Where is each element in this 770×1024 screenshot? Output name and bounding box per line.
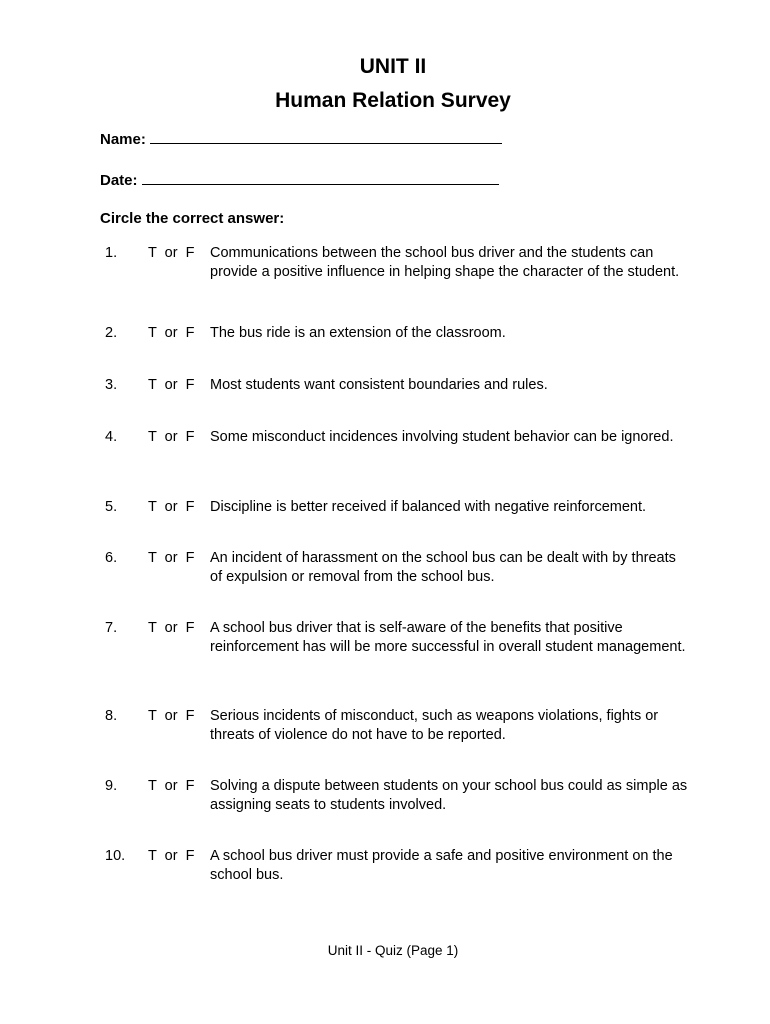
true-false-choice[interactable]: T or F	[148, 848, 195, 864]
question-text: The bus ride is an extension of the classroom.	[210, 325, 506, 341]
date-field[interactable]	[100, 170, 499, 190]
true-false-choice[interactable]: T or F	[148, 245, 195, 261]
true-false-choice[interactable]: T or F	[148, 499, 195, 515]
true-false-choice[interactable]: T or F	[148, 429, 195, 445]
question-text: A school bus driver must provide a safe and positive environment on the school bus.	[210, 848, 673, 883]
question-text: Serious incidents of misconduct, such as weapons violations, fights or threats of violence do not have to be reported.	[210, 708, 659, 743]
question-text: Discipline is better received if balanced with negative reinforcement.	[210, 499, 647, 515]
instruction-text: Circle the correct answer:	[100, 210, 285, 227]
name-field[interactable]	[100, 129, 502, 149]
question-number: 7.	[105, 620, 118, 636]
question-text: A school bus driver that is self-aware of the benefits that positive reinforcement has will be more successful in overall student management.	[210, 620, 686, 655]
question-number: 9.	[105, 778, 118, 794]
true-false-choice[interactable]: T or F	[148, 708, 195, 724]
document-title: Human Relation Survey	[275, 89, 511, 112]
question-number: 6.	[105, 550, 118, 566]
question-text: Most students want consistent boundaries and rules.	[210, 377, 548, 393]
true-false-choice[interactable]: T or F	[148, 550, 195, 566]
question-number: 5.	[105, 499, 118, 515]
true-false-choice[interactable]: T or F	[148, 325, 195, 341]
question-number: 1.	[105, 245, 118, 261]
date-label: Date:	[100, 172, 138, 189]
page-footer: Unit II - Quiz (Page 1)	[327, 943, 459, 958]
question-text: Some misconduct incidences involving student behavior can be ignored.	[210, 429, 674, 445]
unit-heading: UNIT II	[359, 55, 427, 78]
question-number: 4.	[105, 429, 118, 445]
question-text: An incident of harassment on the school bus can be dealt with by threats of expulsion or removal from the school bus.	[210, 550, 676, 585]
true-false-choice[interactable]: T or F	[148, 377, 195, 393]
question-number: 8.	[105, 708, 118, 724]
question-text: Communications between the school bus driver and the students can provide a positive influence in helping shape the character of the student.	[210, 245, 680, 280]
question-number: 3.	[105, 377, 118, 393]
true-false-choice[interactable]: T or F	[148, 620, 195, 636]
question-text: Solving a dispute between students on your school bus could as simple as assigning seats to students involved.	[210, 778, 688, 813]
name-label: Name:	[100, 131, 146, 148]
true-false-choice[interactable]: T or F	[148, 778, 195, 794]
name-blank-line[interactable]	[150, 129, 502, 144]
date-blank-line[interactable]	[142, 170, 499, 185]
question-number: 2.	[105, 325, 118, 341]
question-number: 10.	[105, 848, 126, 864]
